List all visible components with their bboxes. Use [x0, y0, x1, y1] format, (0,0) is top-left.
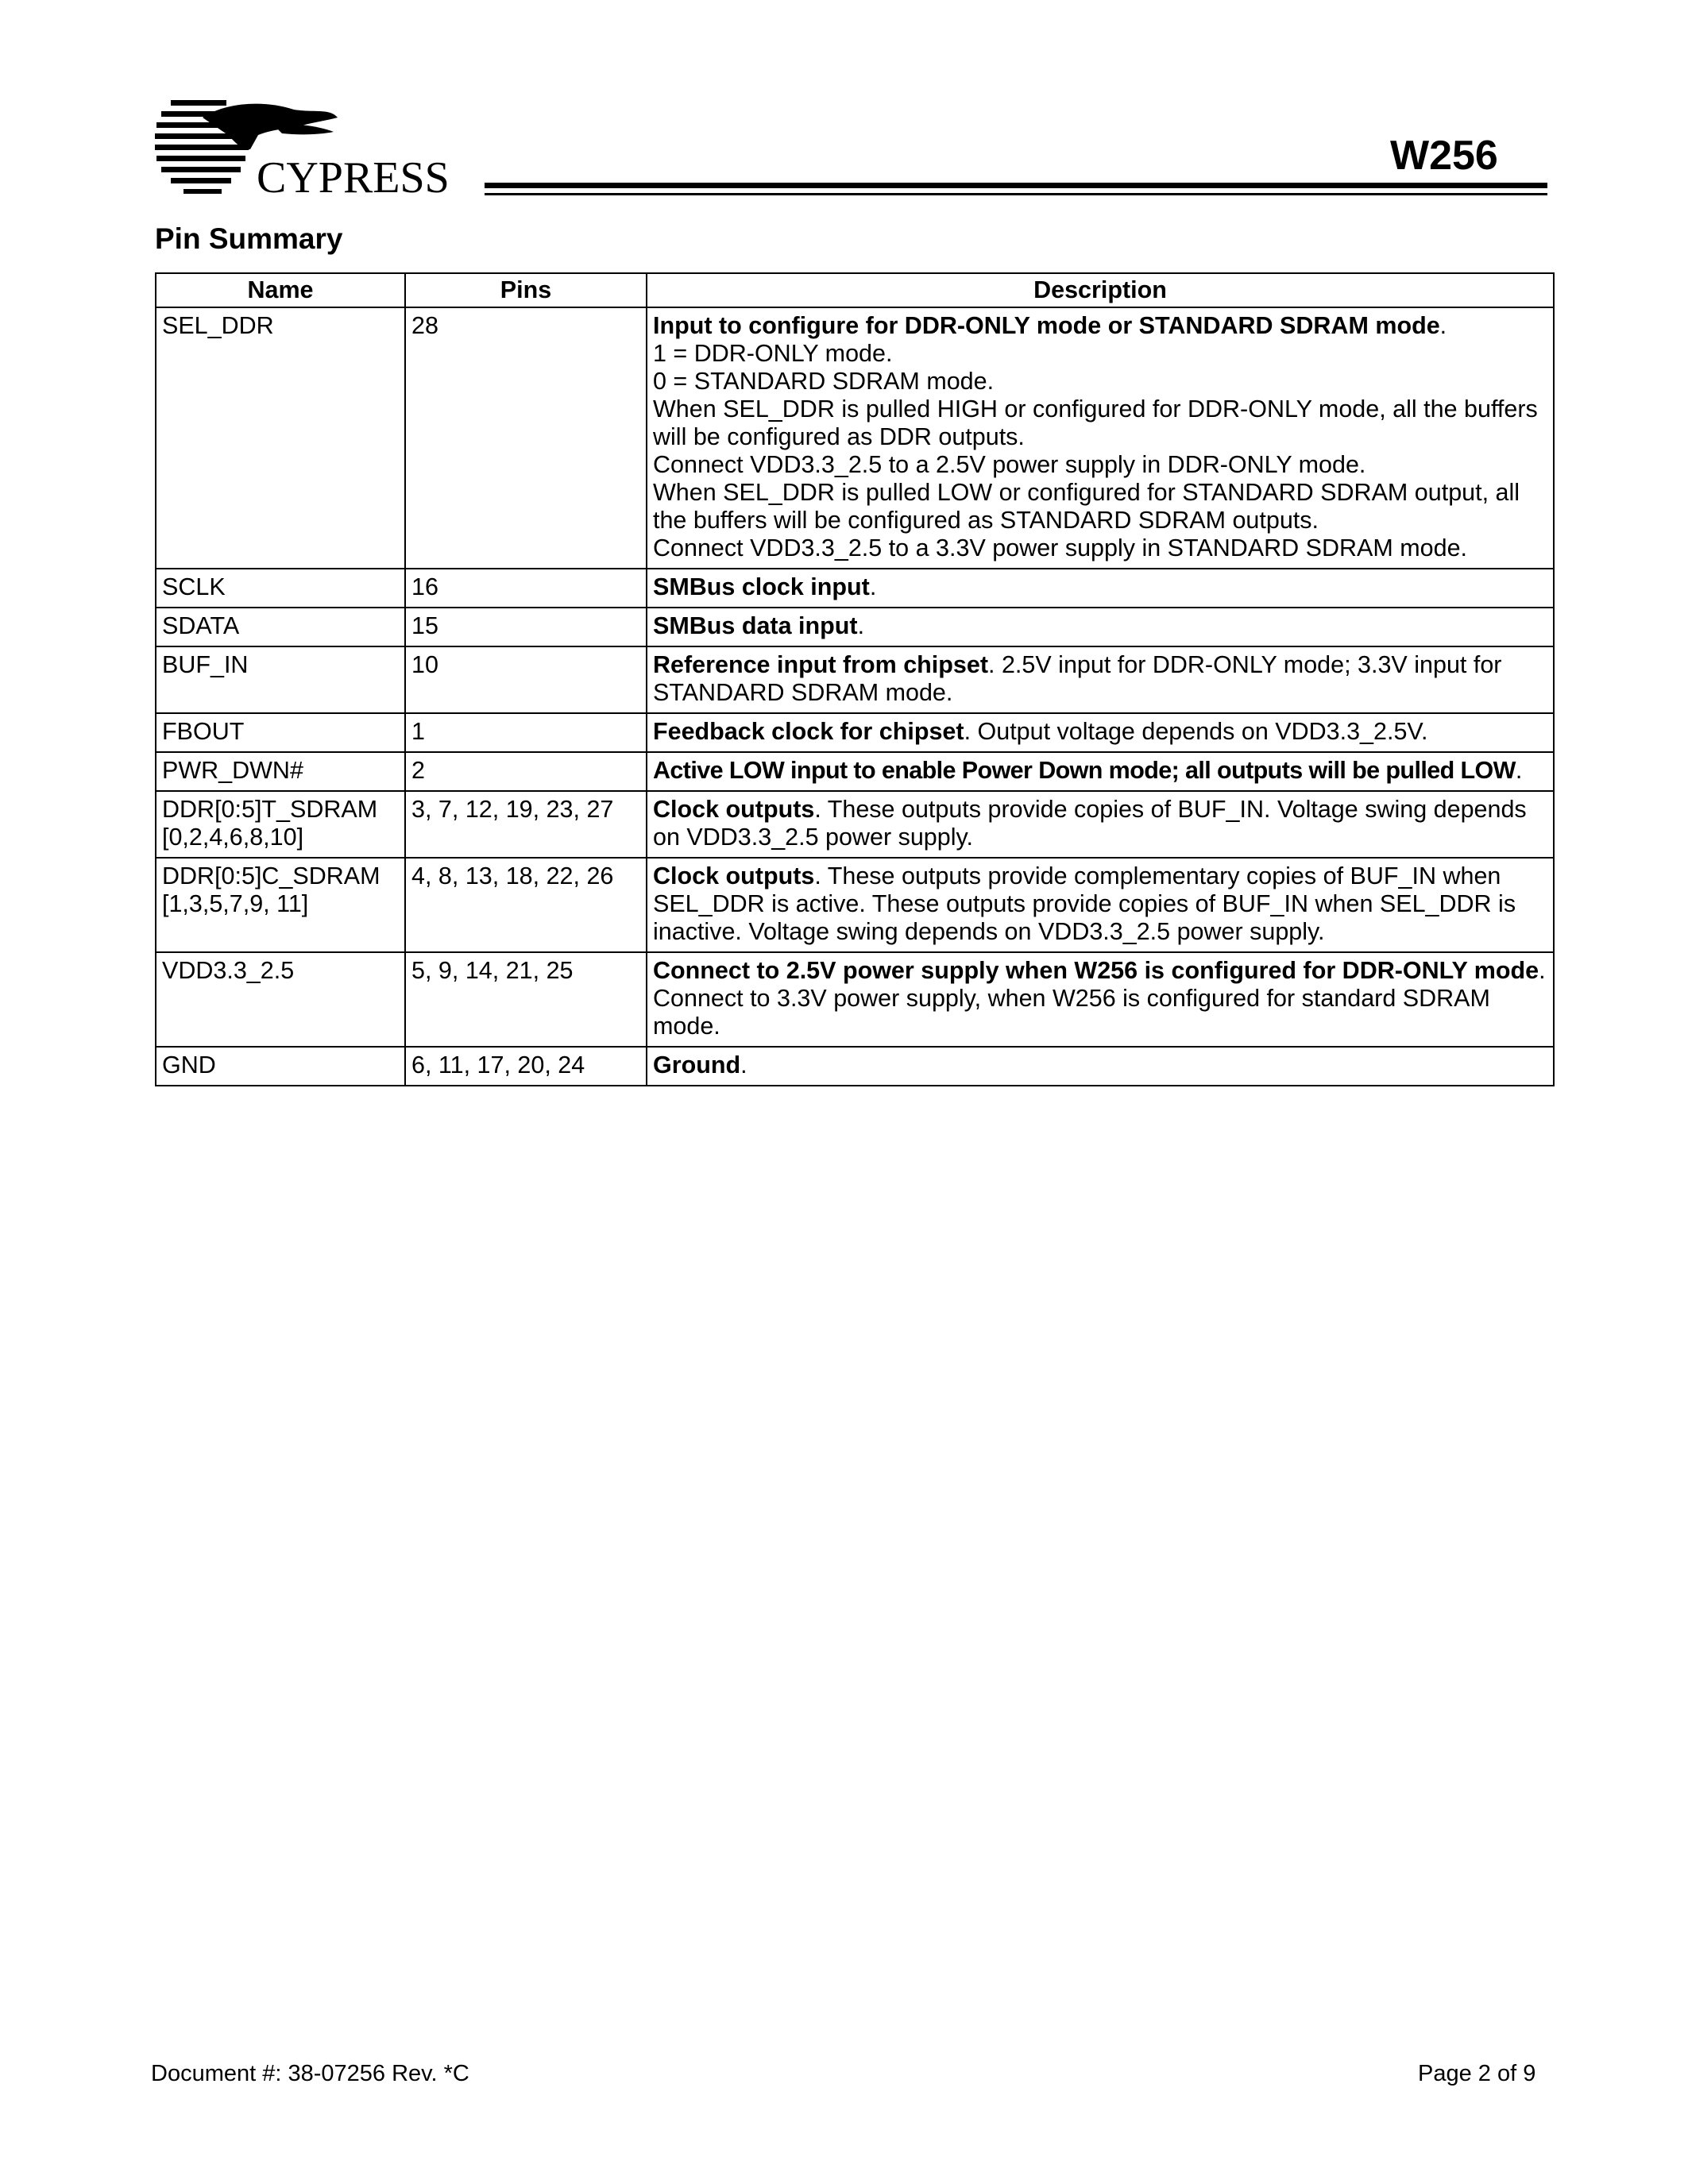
pin-name: SDATA [156, 608, 405, 646]
description-line: 0 = STANDARD SDRAM mode. [653, 368, 995, 395]
pin-name: VDD3.3_2.5 [156, 952, 405, 1047]
table-row [156, 569, 1554, 608]
pin-numbers: 1 [405, 713, 647, 752]
table-row [156, 307, 1554, 569]
description-bold: SMBus data input [653, 612, 858, 639]
pin-numbers: 28 [405, 307, 647, 569]
description-text: . Output voltage depends on VDD3.3_2.5V. [964, 718, 1428, 745]
pin-description [647, 1047, 1554, 1086]
pin-numbers: 10 [405, 646, 647, 713]
section-title: Pin Summary [155, 222, 343, 255]
description-bold: Clock outputs [653, 796, 815, 823]
pin-numbers: 16 [405, 569, 647, 608]
pin-summary-table [155, 272, 1555, 1086]
description-bold: Reference input from chipset [653, 651, 988, 678]
table-row [156, 646, 1554, 713]
description-bold: Feedback clock for chipset [653, 718, 964, 745]
pin-description [647, 791, 1554, 858]
description-line: When SEL_DDR is pulled LOW or configured for STANDARD SDRAM output, all the buffers will be configured as STANDARD SDRAM outputs. [653, 479, 1520, 534]
pin-description [647, 646, 1554, 713]
description-line: Connect VDD3.3_2.5 to a 2.5V power supply in DDR-ONLY mode. [653, 451, 1366, 478]
pin-description [647, 569, 1554, 608]
table-row [156, 752, 1554, 791]
description-line: 1 = DDR-ONLY mode. [653, 340, 893, 367]
description-text: . Connect to 3.3V power supply, when W256 is configured for standard SDRAM mode. [653, 957, 1546, 1040]
description-text: . [740, 1051, 747, 1078]
description-text: . [1439, 312, 1447, 339]
description-bold: SMBus clock input [653, 573, 870, 600]
pin-name: PWR_DWN# [156, 752, 405, 791]
description-text: . These outputs provide copies of BUF_IN. Voltage swing depends on VDD3.3_2.5 power supply. [653, 796, 1527, 851]
table-row [156, 1047, 1554, 1086]
pin-description [647, 858, 1554, 952]
cypress-logo-icon [155, 94, 489, 205]
column-header-description: Description [647, 273, 1554, 307]
description-bold: Active LOW input to enable Power Down mode; all outputs will be pulled LOW [653, 757, 1516, 784]
pin-description [647, 307, 1554, 569]
description-bold: Connect to 2.5V power supply when W256 is configured for DDR-ONLY mode [653, 957, 1539, 984]
description-line: Connect VDD3.3_2.5 to a 3.3V power supply in STANDARD SDRAM mode. [653, 534, 1468, 561]
table-row [156, 858, 1554, 952]
pin-name: DDR[0:5]T_SDRAM [0,2,4,6,8,10] [156, 791, 405, 858]
description-bold: Input to configure for DDR-ONLY mode or STANDARD SDRAM mode [653, 312, 1440, 339]
header-rule [485, 183, 1547, 188]
pin-name: DDR[0:5]C_SDRAM [1,3,5,7,9, 11] [156, 858, 405, 952]
pin-description [647, 713, 1554, 752]
pin-name: GND [156, 1047, 405, 1086]
header-rule-thin [485, 193, 1547, 195]
pin-name: SCLK [156, 569, 405, 608]
pin-description [647, 952, 1554, 1047]
pin-numbers: 4, 8, 13, 18, 22, 26 [405, 858, 647, 952]
pin-name: BUF_IN [156, 646, 405, 713]
description-bold: Ground [653, 1051, 741, 1078]
cypress-logo [155, 94, 489, 205]
description-bold: Clock outputs [653, 862, 815, 889]
table-row [156, 608, 1554, 646]
pin-numbers: 6, 11, 17, 20, 24 [405, 1047, 647, 1086]
document-number: Document #: 38-07256 Rev. *C [151, 2061, 469, 2086]
pin-numbers: 15 [405, 608, 647, 646]
description-text: . [857, 612, 865, 639]
table-header-row [156, 273, 1554, 307]
description-text: . [1515, 757, 1522, 784]
column-header-pins: Pins [405, 273, 647, 307]
pin-numbers: 3, 7, 12, 19, 23, 27 [405, 791, 647, 858]
description-text: . [869, 573, 877, 600]
description-line: When SEL_DDR is pulled HIGH or configured for DDR-ONLY mode, all the buffers will be configured as DDR outputs. [653, 396, 1538, 450]
pin-name: FBOUT [156, 713, 405, 752]
description-text: . These outputs provide complementary copies of BUF_IN when SEL_DDR is active. These outputs provide copies of BUF_IN when SEL_DDR is inactive. Voltage swing depends on VDD3.3_2.5 power supply. [653, 862, 1516, 945]
pin-description [647, 608, 1554, 646]
pin-description [647, 752, 1554, 791]
part-number: W256 [1390, 133, 1498, 179]
pin-numbers: 5, 9, 14, 21, 25 [405, 952, 647, 1047]
pin-numbers: 2 [405, 752, 647, 791]
column-header-name: Name [156, 273, 405, 307]
svg-text:CYPRESS: CYPRESS [257, 153, 450, 203]
page-number: Page 2 of 9 [1418, 2061, 1536, 2086]
pin-name: SEL_DDR [156, 307, 405, 569]
table-row [156, 791, 1554, 858]
table-row [156, 713, 1554, 752]
description-text: . 2.5V input for DDR-ONLY mode; 3.3V input for STANDARD SDRAM mode. [653, 651, 1502, 706]
table-row [156, 952, 1554, 1047]
